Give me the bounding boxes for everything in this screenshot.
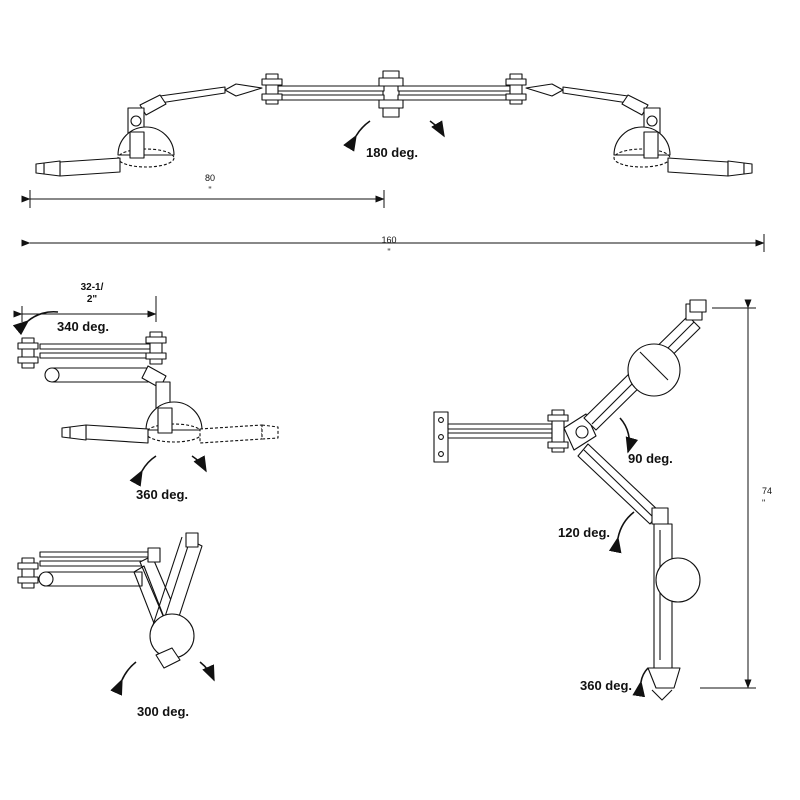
label-340-deg: 340 deg. (57, 319, 110, 334)
top-view-rotation-arrows (356, 121, 444, 136)
dim-32-value: 32-1/ (80, 282, 104, 293)
upper-left-rotation-arrows (28, 312, 206, 471)
label-360-deg-right: 360 deg. (580, 678, 633, 693)
label-300-deg: 300 deg. (137, 704, 190, 719)
dim-80-value: 80 (204, 173, 215, 183)
right-view-dimensions (700, 308, 756, 688)
label-120-deg: 120 deg. (558, 525, 611, 540)
dim-32-unit: 2" (86, 294, 98, 305)
lower-left-view-geometry (18, 533, 202, 668)
dim-160-unit: " (387, 247, 391, 257)
label-360-deg-upper-left: 360 deg. (136, 487, 189, 502)
label-90-deg: 90 deg. (628, 451, 673, 466)
label-180-deg: 180 deg. (366, 145, 419, 160)
right-view-geometry (434, 300, 706, 700)
dim-74-unit: " (762, 498, 766, 508)
upper-left-view-geometry (18, 332, 278, 443)
dim-74-value: 74 (762, 486, 773, 496)
dim-80-unit: " (208, 185, 212, 195)
top-view-geometry (36, 71, 752, 176)
dim-160-value: 160 (381, 235, 397, 245)
